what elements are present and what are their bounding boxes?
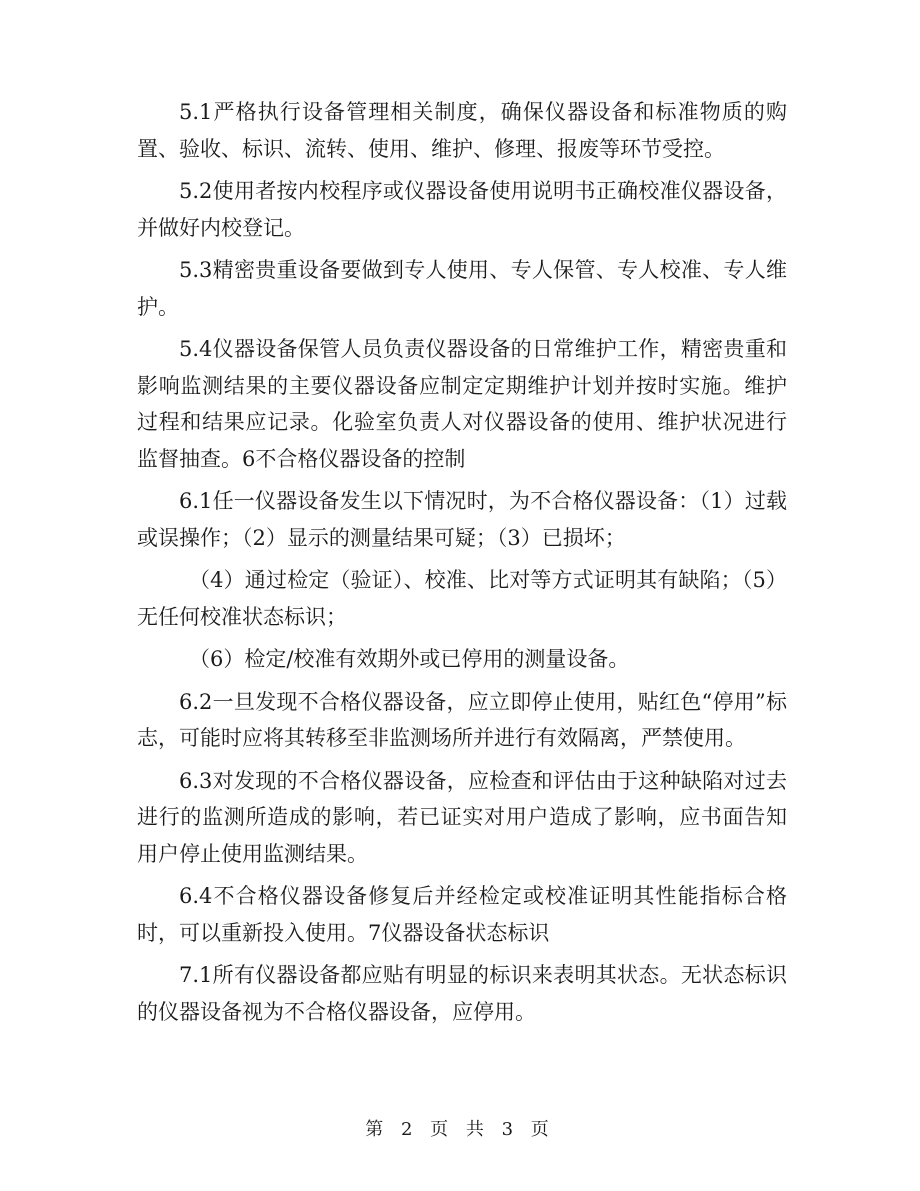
- paragraph-5-4: 5.4仪器设备保管人员负责仪器设备的日常维护工作，精密贵重和影响监测结果的主要仪器设备应制定定期维护计划并按时实施。维护过程和结果应记录。化验室负责人对仪器设备的使用、维护状况进行监督抽查。6不合格仪器设备的控制: [137, 337, 787, 471]
- page-number-footer: 第 2 页 共 3 页: [365, 1119, 555, 1140]
- paragraph-6-1-item-4: （4）通过检定（验证）、校准、比对等方式证明其有缺陷；（5）无任何校准状态标识；: [137, 568, 787, 629]
- paragraph-7-1: 7.1所有仪器设备都应贴有明显的标识来表明其状态。无状态标识的仪器设备视为不合格仪器设备，应停用。: [137, 963, 787, 1024]
- paragraph-5-2: 5.2使用者按内校程序或仪器设备使用说明书正确校准仪器设备，并做好内校登记。: [137, 179, 787, 240]
- paragraph-6-3: 6.3对发现的不合格仪器设备，应检查和评估由于这种缺陷对过去进行的监测所造成的影响，若已证实对用户造成了影响，应书面告知用户停止使用监测结果。: [137, 768, 787, 866]
- paragraph-6-4: 6.4不合格仪器设备修复后并经检定或校准证明其性能指标合格时，可以重新投入使用。7仪器设备状态标识: [137, 884, 787, 945]
- paragraph-6-2: 6.2一旦发现不合格仪器设备，应立即停止使用，贴红色“停用”标志，可能时应将其转移至非监测场所并进行有效隔离，严禁使用。: [137, 689, 787, 750]
- document-body: [137, 94, 787, 1036]
- paragraph-5-3: 5.3精密贵重设备要做到专人使用、专人保管、专人校准、专人维护。: [137, 258, 787, 319]
- paragraph-5-1: 5.1严格执行设备管理相关制度，确保仪器设备和标准物质的购置、验收、标识、流转、使用、维护、修理、报废等环节受控。: [137, 100, 787, 161]
- paragraph-6-1: 6.1任一仪器设备发生以下情况时，为不合格仪器设备：（1）过载或误操作；（2）显示的测量结果可疑；（3）已损坏；: [137, 489, 787, 550]
- paragraph-6-1-item-6: （6）检定/校准有效期外或已停用的测量设备。: [189, 647, 630, 671]
